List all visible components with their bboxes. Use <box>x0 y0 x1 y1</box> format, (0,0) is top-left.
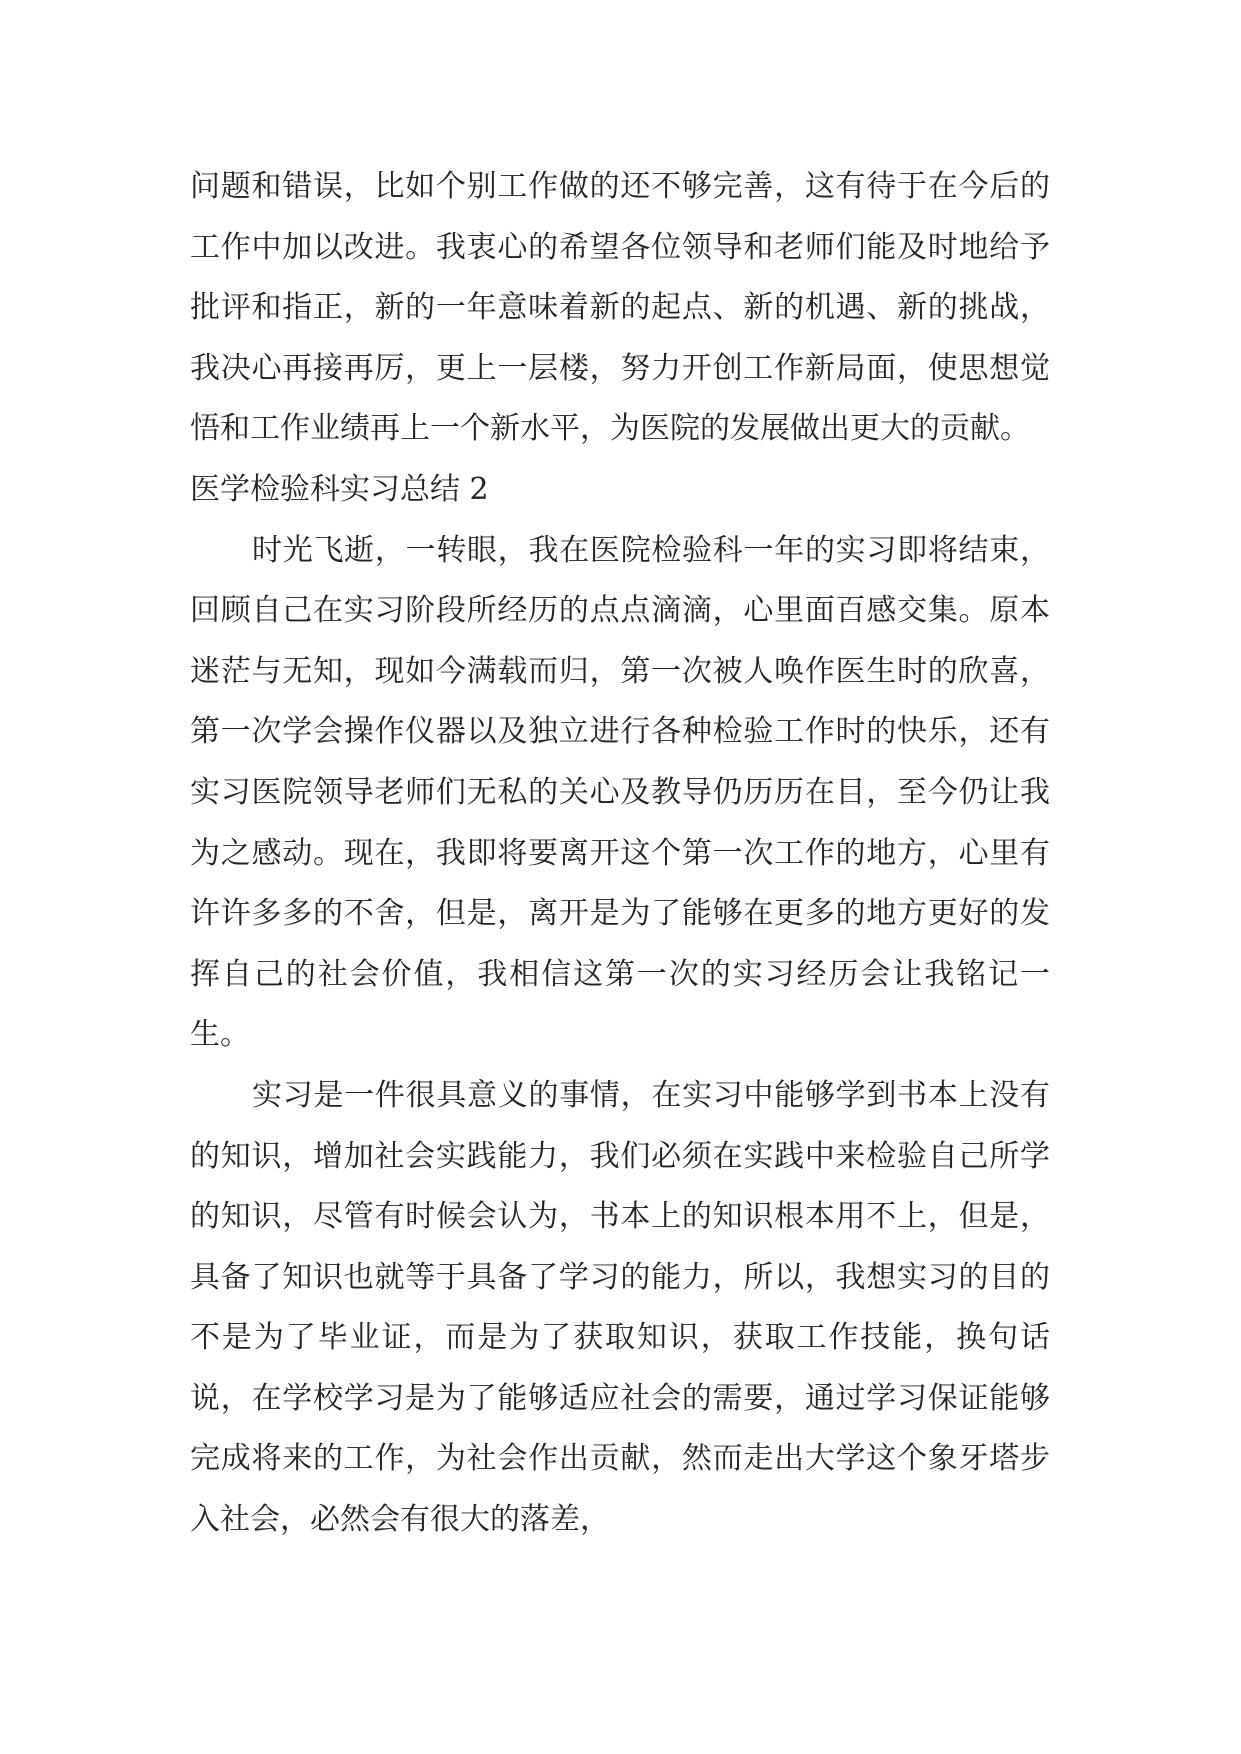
paragraph-2: 实习是一件很具意义的事情，在实习中能够学到书本上没有的知识，增加社会实践能力，我们必须在实践中来检验自己所学的知识，尽管有时候会认为，书本上的知识根本用不上，但是，具备了知识也就等于具备了学习的能力，所以，我想实习的目的不是为了毕业证，而是为了获取知识，获取工作技能，换句话说，在学校学习是为了能够适应社会的需要，通过学习保证能够完成将来的工作，为社会作出贡献，然而走出大学这个象牙塔步入社会，必然会有很大的落差， <box>190 1077 1050 1538</box>
paragraph-1: 时光飞逝，一转眼，我在医院检验科一年的实习即将结束，回顾自己在实习阶段所经历的点点滴滴，心里面百感交集。原本迷茫与无知，现如今满载而归，第一次被人唤作医生时的欣喜，第一次学会操作仪器以及独立进行各种检验工作时的快乐，还有实习医院领导老师们无私的关心及教导仍历历在目，至今仍让我为之感动。现在，我即将要离开这个第一次工作的地方，心里有许许多多的不舍，但是，离开是为了能够在更多的地方更好的发挥自己的社会价值，我相信这第一次的实习经历会让我铭记一生。 <box>190 532 1050 1053</box>
paragraph-continuation: 问题和错误，比如个别工作做的还不够完善，这有待于在今后的工作中加以改进。我衷心的希望各位领导和老师们能及时地给予批评和指正，新的一年意味着新的起点、新的机遇、新的挑战，我决心再接再厉，更上一层楼，努力开创工作新局面，使思想觉悟和工作业绩再上一个新水平，为医院的发展做出更大的贡献。 <box>190 169 1050 447</box>
section-heading: 医学检验科实习总结 2 <box>190 471 489 507</box>
document-body <box>190 157 1050 1551</box>
